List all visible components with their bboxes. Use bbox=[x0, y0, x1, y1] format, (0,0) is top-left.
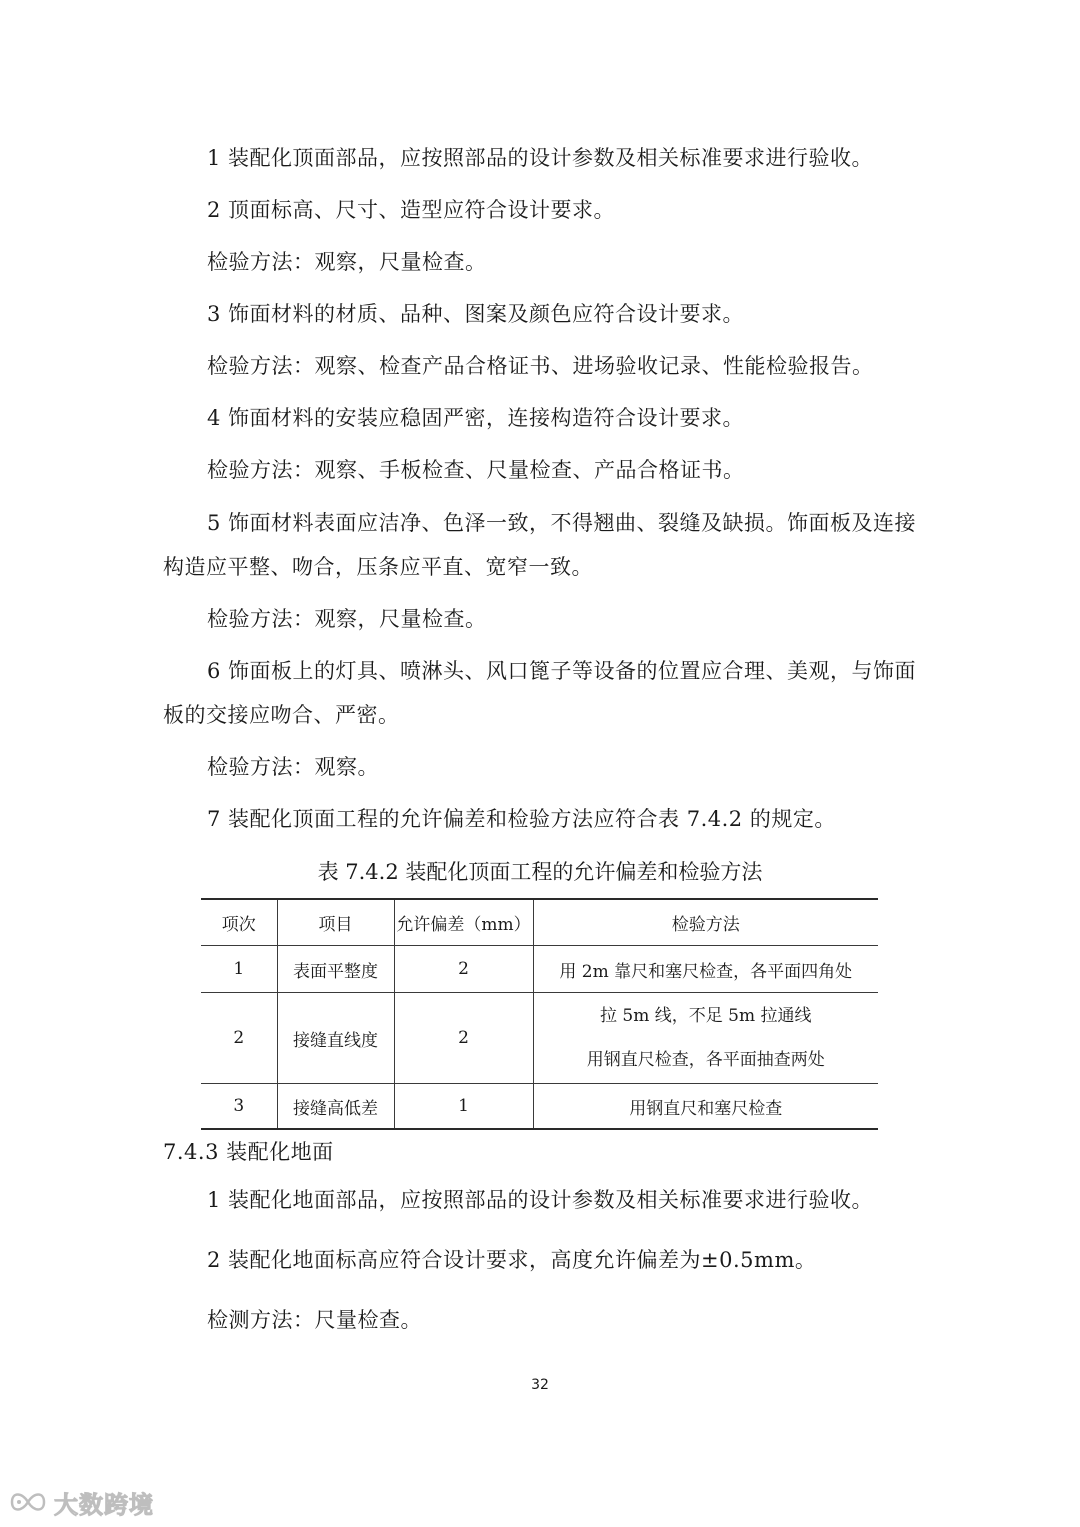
section-paragraph-2: 2 装配化地面标高应符合设计要求，高度允许偏差为±0.5mm。 bbox=[207, 1248, 817, 1272]
page-number: 32 bbox=[531, 1377, 549, 1393]
tolerance-table bbox=[201, 898, 878, 1130]
cell-no: 1 bbox=[201, 946, 277, 993]
infinity-logo-icon bbox=[8, 1488, 48, 1516]
paragraph-3-method: 检验方法：观察、检查产品合格证书、进场验收记录、性能检验报告。 bbox=[207, 354, 874, 378]
cell-no: 3 bbox=[201, 1084, 277, 1130]
paragraph-1: 1 装配化顶面部品，应按照部品的设计参数及相关标准要求进行验收。 bbox=[207, 146, 874, 170]
section-paragraph-1: 1 装配化地面部品，应按照部品的设计参数及相关标准要求进行验收。 bbox=[207, 1188, 874, 1212]
cell-tolerance: 2 bbox=[394, 946, 533, 993]
paragraph-5-line-2: 构造应平整、吻合，压条应平直、宽窄一致。 bbox=[163, 555, 593, 579]
method-line-2: 用钢直尺检查，各平面抽查两处 bbox=[586, 1050, 825, 1070]
header-item: 项目 bbox=[277, 899, 394, 946]
paragraph-4-method: 检验方法：观察、手板检查、尺量检查、产品合格证书。 bbox=[207, 458, 745, 482]
cell-method: 用 2m 靠尺和塞尺检查，各平面四角处 bbox=[533, 946, 878, 993]
cell-item: 接缝高低差 bbox=[277, 1084, 394, 1130]
cell-tolerance: 2 bbox=[394, 993, 533, 1084]
method-line-1: 拉 5m 线，不足 5m 拉通线 bbox=[600, 1006, 812, 1026]
cell-item: 表面平整度 bbox=[277, 946, 394, 993]
table-header-row bbox=[201, 899, 878, 946]
header-no: 项次 bbox=[201, 899, 277, 946]
header-method: 检验方法 bbox=[533, 899, 878, 946]
table-row bbox=[201, 946, 878, 993]
cell-no: 2 bbox=[201, 993, 277, 1084]
paragraph-2: 2 顶面标高、尺寸、造型应符合设计要求。 bbox=[207, 198, 616, 222]
paragraph-3: 3 饰面材料的材质、品种、图案及颜色应符合设计要求。 bbox=[207, 302, 745, 326]
watermark-text: 大数跨境 bbox=[54, 1490, 154, 1519]
cell-tolerance: 1 bbox=[394, 1084, 533, 1130]
paragraph-2-method: 检验方法：观察，尺量检查。 bbox=[207, 250, 487, 274]
table-row bbox=[201, 1084, 878, 1130]
paragraph-6-line-2: 板的交接应吻合、严密。 bbox=[163, 703, 400, 727]
paragraph-5-method: 检验方法：观察，尺量检查。 bbox=[207, 607, 487, 631]
section-heading: 7.4.3 装配化地面 bbox=[163, 1140, 334, 1164]
paragraph-4: 4 饰面材料的安装应稳固严密，连接构造符合设计要求。 bbox=[207, 406, 745, 430]
paragraph-5-line-1: 5 饰面材料表面应洁净、色泽一致，不得翘曲、裂缝及缺损。饰面板及连接 bbox=[207, 511, 917, 535]
watermark bbox=[8, 1484, 154, 1520]
header-tolerance: 允许偏差（mm） bbox=[394, 899, 533, 946]
paragraph-7: 7 装配化顶面工程的允许偏差和检验方法应符合表 7.4.2 的规定。 bbox=[207, 807, 836, 831]
table-caption: 表 7.4.2 装配化顶面工程的允许偏差和检验方法 bbox=[317, 860, 763, 884]
cell-item: 接缝直线度 bbox=[277, 993, 394, 1084]
paragraph-6-line-1: 6 饰面板上的灯具、喷淋头、风口篦子等设备的位置应合理、美观，与饰面 bbox=[207, 659, 917, 683]
paragraph-6-method: 检验方法：观察。 bbox=[207, 755, 379, 779]
section-paragraph-2-method: 检测方法：尺量检查。 bbox=[207, 1308, 422, 1332]
cell-method bbox=[533, 993, 878, 1084]
cell-method: 用钢直尺和塞尺检查 bbox=[533, 1084, 878, 1130]
table-row bbox=[201, 993, 878, 1084]
